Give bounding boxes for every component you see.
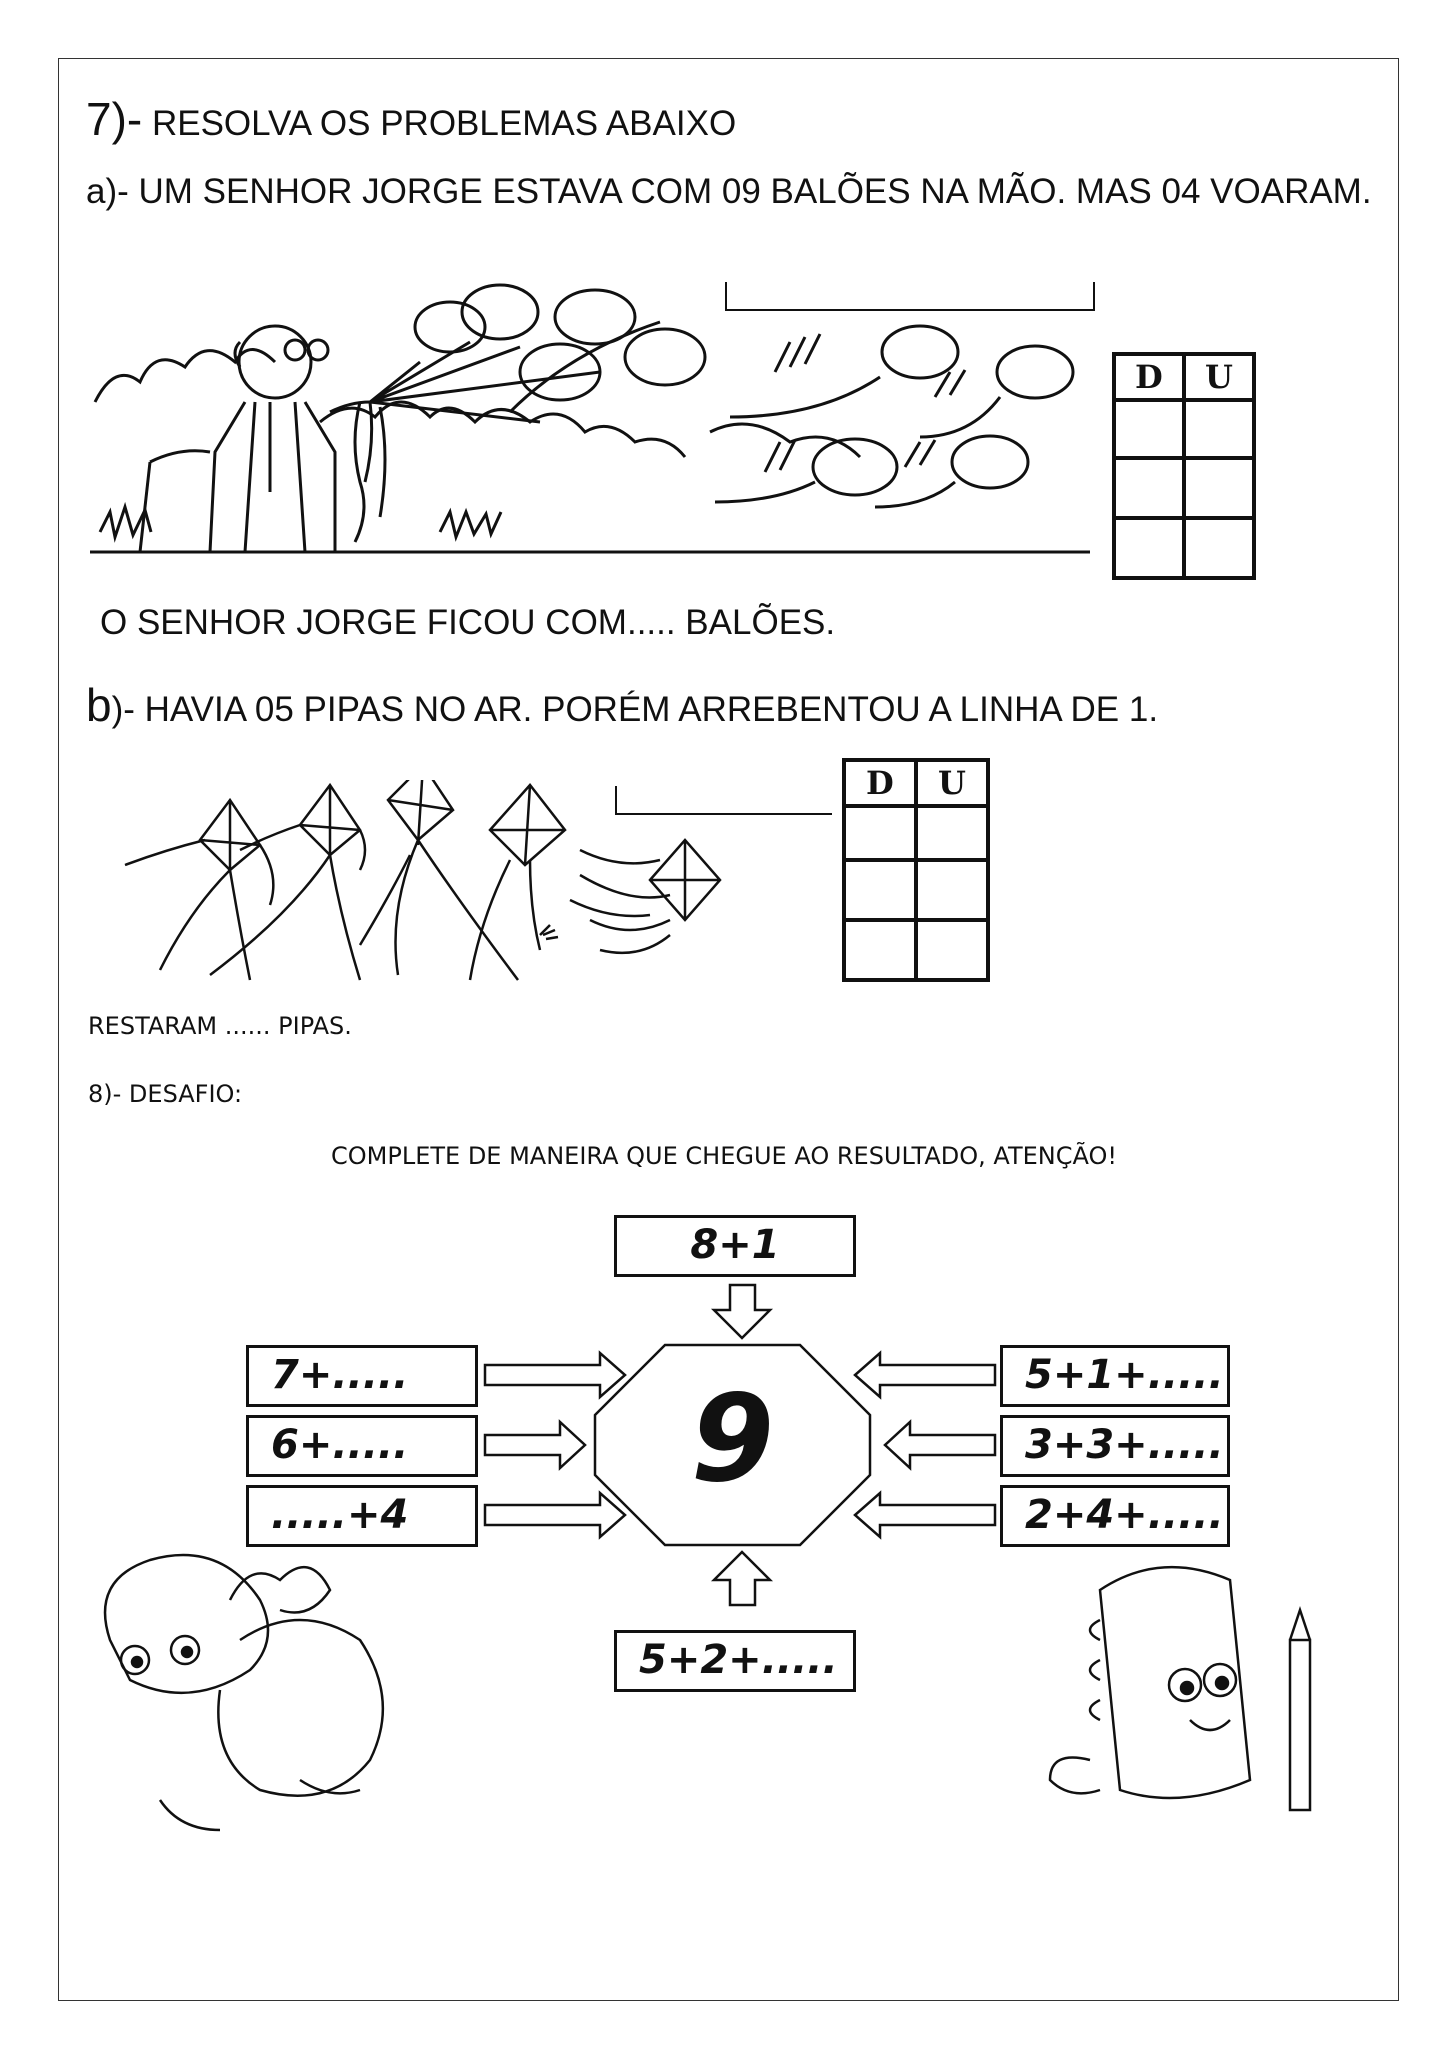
question-7-number: 7)- xyxy=(86,93,143,145)
problem-a-text: a)- UM SENHOR JORGE ESTAVA COM 09 BALÕES NA MÃO. MAS 04 VOARAM. xyxy=(86,172,1372,211)
units-header: U xyxy=(916,760,988,806)
left-equation-box-1[interactable]: 7+..... xyxy=(246,1345,478,1407)
bottom-equation-box[interactable]: 5+2+..... xyxy=(614,1630,856,1692)
question-8-instruction: COMPLETE DE MANEIRA QUE CHEGUE AO RESULTADO, ATENÇÃO! xyxy=(331,1142,1117,1170)
problem-b-letter: b xyxy=(86,679,112,731)
right-equation-box-3[interactable]: 2+4+..... xyxy=(1000,1485,1230,1547)
problem-a-answer-line: O SENHOR JORGE FICOU COM..... BALÕES. xyxy=(100,603,836,642)
question-8-label: 8)- DESAFIO: xyxy=(88,1080,243,1108)
question-7-title-text: RESOLVA OS PROBLEMAS ABAIXO xyxy=(151,104,737,143)
left-equation-box-2[interactable]: 6+..... xyxy=(246,1415,478,1477)
left-equation-box-3[interactable]: .....+4 xyxy=(246,1485,478,1547)
units-header: U xyxy=(1184,354,1254,400)
result-number: 9 xyxy=(690,1370,775,1509)
tens-header: D xyxy=(844,760,916,806)
problem-b-answer-line: RESTARAM ...... PIPAS. xyxy=(88,1012,352,1040)
right-equation-box-1[interactable]: 5+1+..... xyxy=(1000,1345,1230,1407)
right-equation-box-2[interactable]: 3+3+..... xyxy=(1000,1415,1230,1477)
problem-b-text-content: )- HAVIA 05 PIPAS NO AR. PORÉM ARREBENTOU A LINHA DE 1. xyxy=(111,690,1159,729)
tens-header: D xyxy=(1114,354,1184,400)
top-equation-box: 8+1 xyxy=(614,1215,856,1277)
